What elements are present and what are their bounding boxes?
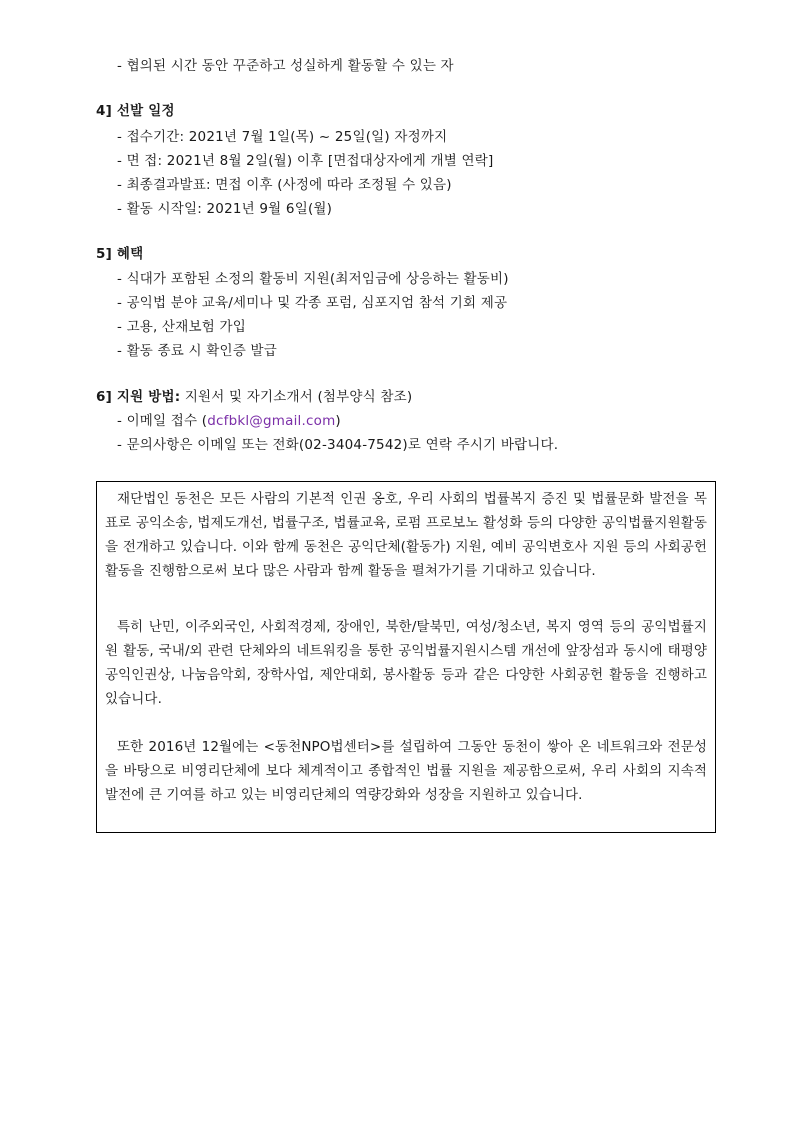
- section-6-heading: [96, 387, 412, 407]
- email-prefix: - 이메일 접수 (: [117, 413, 208, 429]
- benefit-item-insurance: - 고용, 산재보험 가입: [117, 319, 246, 335]
- contact-item: - 문의사항은 이메일 또는 전화(02-3404-7542)로 연락 주시기 바랍니다.: [117, 437, 559, 453]
- eligibility-bullet: - 협의된 시간 동안 꾸준하고 성실하게 활동할 수 있는 자: [117, 58, 454, 74]
- section-6-title: 6] 지원 방법:: [96, 389, 181, 405]
- benefit-item-certificate: - 활동 종료 시 확인증 발급: [117, 343, 277, 359]
- email-application-item: [117, 411, 341, 431]
- about-paragraph-3: [105, 735, 707, 807]
- section-6-title-rest: 지원서 및 자기소개서 (첨부양식 참조): [180, 389, 413, 405]
- about-paragraph-3-text: 또한 2016년 12월에는 <동천NPO법센터>를 설립하여 그동안 동천이 쌓아 온 네트워크와 전문성을 바탕으로 비영리단체에 보다 체계적이고 종합적인 법률 지원을 제공함으로써, 우리 사회의 지속적 발전에 큰 기여를 하고 있는 비영리단체의 역량강화와 성장을 지원하고 있습니다.: [105, 739, 707, 803]
- email-suffix: ): [335, 413, 341, 429]
- about-paragraph-1: [105, 487, 707, 583]
- about-paragraph-2-text: 특히 난민, 이주외국인, 사회적경제, 장애인, 북한/탈북민, 여성/청소년, 복지 영역 등의 공익법률지원 활동, 국내/외 관련 단체와의 네트워킹을 통한 공익법률지원시스템 개선에 앞장섬과 동시에 태평양공익인권상, 나눔음악회, 장학사업, 제안대회, 봉사활동 등과 같은 다양한 사회공헌 활동을 진행하고 있습니다.: [105, 619, 707, 707]
- section-4-heading: 4] 선발 일정: [96, 103, 175, 119]
- about-paragraph-1-text: 재단법인 동천은 모든 사람의 기본적 인권 옹호, 우리 사회의 법률복지 증진 및 법률문화 발전을 목표로 공익소송, 법제도개선, 법률구조, 법률교육, 로펌 프로보노 활성화 등의 다양한 공익법률지원활동을 전개하고 있습니다. 이와 함께 동천은 공익단체(활동가) 지원, 예비 공익변호사 지원 등의 사회공헌활동을 진행함으로써 보다 많은 사람과 함께 활동을 펼쳐가기를 기대하고 있습니다.: [105, 491, 707, 579]
- benefit-item-education: - 공익법 분야 교육/세미나 및 각종 포럼, 심포지엄 참석 기회 제공: [117, 295, 508, 311]
- schedule-item-start-date: - 활동 시작일: 2021년 9월 6일(월): [117, 201, 333, 217]
- schedule-item-final-result: - 최종결과발표: 면접 이후 (사정에 따라 조정될 수 있음): [117, 177, 452, 193]
- schedule-item-interview: - 면 접: 2021년 8월 2일(월) 이후 [면접대상자에게 개별 연락]: [117, 153, 494, 169]
- section-5-heading: 5] 혜택: [96, 246, 144, 262]
- about-foundation-box: [96, 481, 716, 833]
- email-link[interactable]: dcfbkl@gmail.com: [207, 413, 336, 429]
- about-paragraph-2: [105, 615, 707, 711]
- schedule-item-application-period: - 접수기간: 2021년 7월 1일(목) ~ 25일(일) 자정까지: [117, 129, 448, 145]
- benefit-item-stipend: - 식대가 포함된 소정의 활동비 지원(최저임금에 상응하는 활동비): [117, 271, 509, 287]
